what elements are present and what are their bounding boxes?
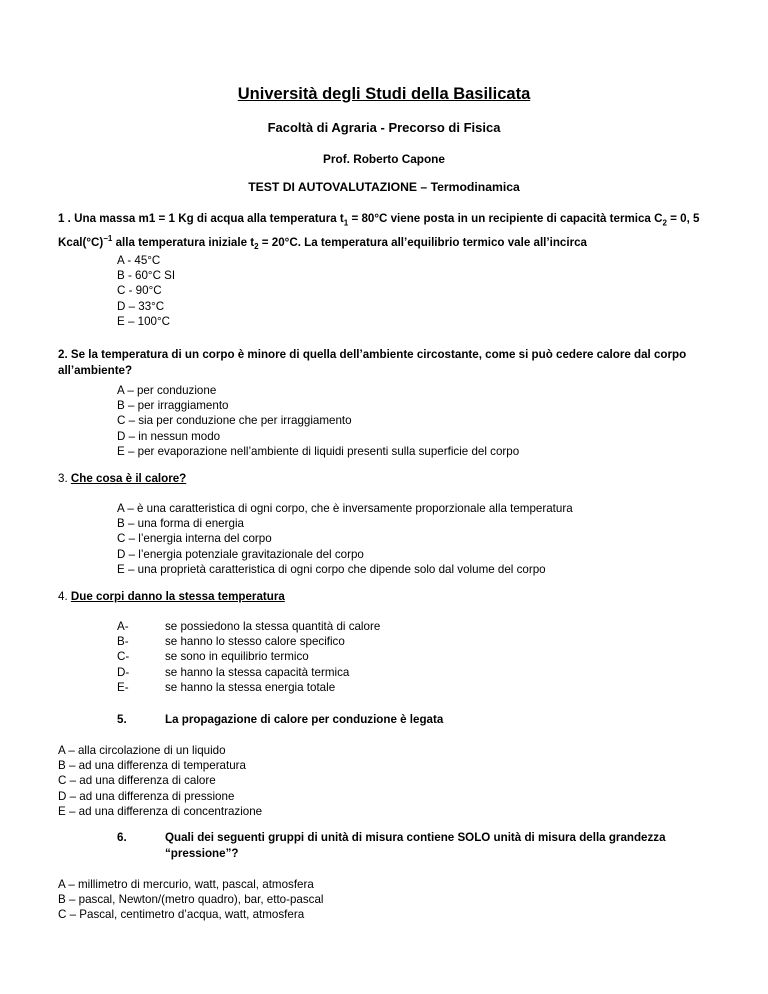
- university-title: Università degli Studi della Basilicata: [237, 85, 531, 103]
- option: C – sia per conduzione che per irraggiamento: [117, 414, 352, 428]
- question-2-options: [117, 383, 519, 459]
- option: D – 33°C: [117, 299, 165, 313]
- question-4: 4. Due corpi danno la stessa temperatura: [58, 590, 285, 603]
- option: A – alla circolazione di un liquido: [58, 744, 226, 757]
- question-1-options: [117, 253, 175, 329]
- option: C- se sono in equilibrio termico: [117, 650, 309, 664]
- option: D – in nessun modo: [117, 429, 221, 443]
- question-6-options: [58, 877, 324, 923]
- question-4-options: [117, 619, 380, 695]
- question-5-options: [58, 743, 262, 819]
- option: B – per irraggiamento: [117, 399, 229, 413]
- option: E- se hanno la stessa energia totale: [117, 680, 336, 694]
- option: E – per evaporazione nell’ambiente di liquidi presenti sulla superficie del corpo: [117, 444, 520, 458]
- option: B- se hanno lo stesso calore specifico: [117, 635, 345, 649]
- option: C – Pascal, centimetro d’acqua, watt, atmosfera: [58, 908, 305, 922]
- option: D- se hanno la stessa capacità termica: [117, 665, 350, 679]
- option: C - 90°C: [117, 284, 162, 298]
- option: E – una proprietà caratteristica di ogni corpo che dipende solo dal volume del corpo: [117, 562, 546, 576]
- option: D – ad una differenza di pressione: [58, 789, 235, 803]
- option: C – ad una differenza di calore: [58, 774, 216, 788]
- professor-name: Prof. Roberto Capone: [323, 152, 445, 166]
- option: B – una forma di energia: [117, 517, 244, 531]
- option: C – l’energia interna del corpo: [117, 532, 272, 546]
- question-6: 6. Quali dei seguenti gruppi di unità di misura contiene SOLO unità di misura della grandezza “pressione”?: [117, 831, 666, 860]
- option: A – millimetro di mercurio, watt, pascal, atmosfera: [58, 878, 314, 891]
- question-2: 2. Se la temperatura di un corpo è minore di quella dell’ambiente circostante, come si può cedere calore dal corpo all’ambiente?: [58, 348, 687, 377]
- question-1: 1 . Una massa m1 = 1 Kg di acqua alla temperatura $t_1 = 80^\circ C$ viene posta in un recipiente di capacità termica $C_2 = 0$, 5 $Kcal(^\circ C)^{-1}$ alla temperatura iniziale $t_2 = 20^\circ C$. La temperatura all’equilibrio termico vale all’incirca: [58, 212, 700, 252]
- question-5: 5. La propagazione di calore per conduzione è legata: [117, 713, 444, 726]
- option: A- se possiedono la stessa quantità di calore: [117, 620, 381, 633]
- question-3-options: [117, 501, 573, 577]
- option: A – per conduzione: [117, 384, 217, 397]
- option: B - 60°C SI: [117, 269, 176, 283]
- question-3: 3. Che cosa è il calore?: [58, 472, 187, 485]
- option: D – l’energia potenziale gravitazionale del corpo: [117, 547, 364, 561]
- option: A - 45°C: [117, 254, 161, 267]
- option: E – 100°C: [117, 314, 170, 328]
- option: B – ad una differenza di temperatura: [58, 759, 246, 773]
- option: E – ad una differenza di concentrazione: [58, 804, 263, 818]
- option: B – pascal, Newton/(metro quadro), bar, etto-pascal: [58, 893, 324, 907]
- option: A – è una caratteristica di ogni corpo, che è inversamente proporzionale alla temperatura: [117, 502, 573, 515]
- test-title: TEST DI AUTOVALUTAZIONE – Termodinamica: [248, 180, 520, 194]
- faculty-subtitle: Facoltà di Agraria - Precorso di Fisica: [267, 120, 501, 135]
